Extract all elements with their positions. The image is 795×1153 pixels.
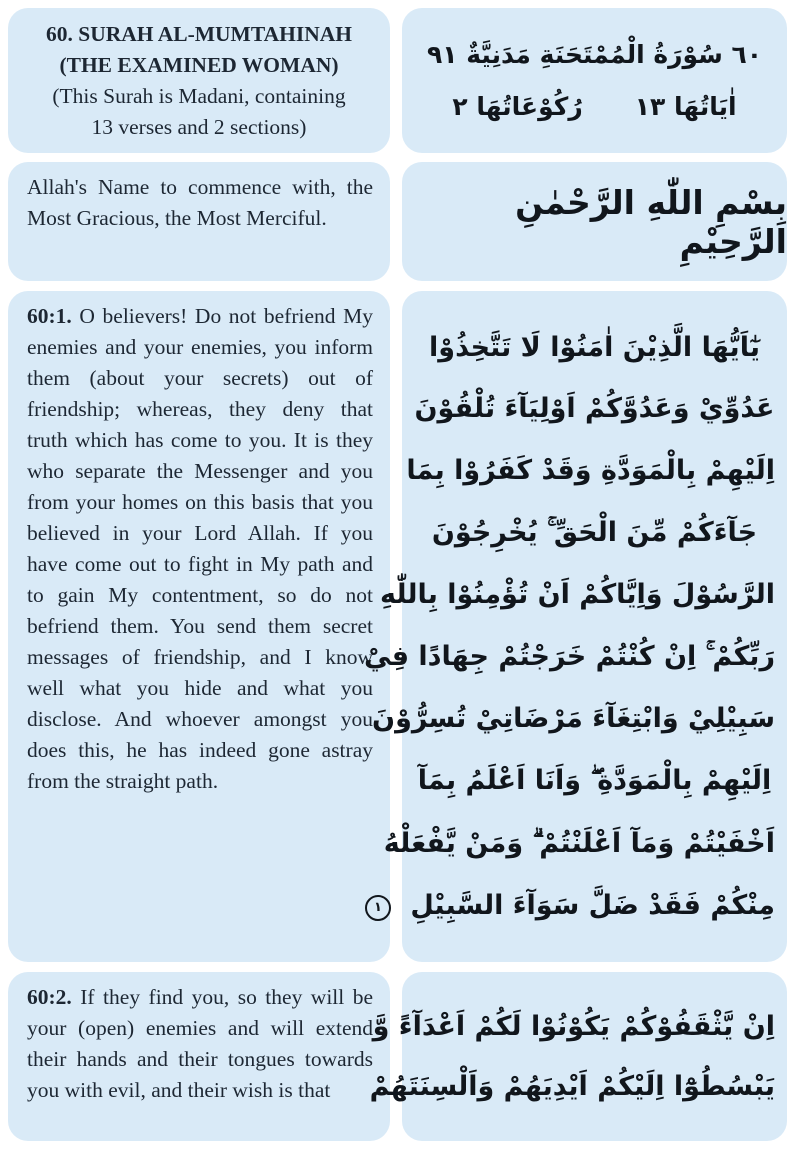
arabic-line: رَبِّكُمْ ۚ اِنْ كُنْتُمْ خَرَجْتُمْ جِهَادًا فِيْ [364, 640, 775, 672]
verse-2-english-panel [8, 972, 390, 1141]
arabic-line: اِلَيْهِمْ بِالْمَوَدَّةِ وَقَدْ كَفَرُوْا بِمَا [406, 454, 775, 486]
arabic-line: يَبْسُطُوْٓا اِلَيْكُمْ اَيْدِيَهُمْ وَاَلْسِنَتَهُمْ [369, 1071, 775, 1102]
surah-subtitle-line-2: 13 verses and 2 sections) [91, 114, 307, 139]
arabic-line: اَخْفَيْتُمْ وَمَآ اَعْلَنْتُمْ ۗ وَمَنْ يَّفْعَلْهُ [383, 827, 775, 859]
verse-2-arabic-panel [369, 972, 787, 1141]
ayah-end-marker: ١ [365, 895, 391, 921]
surah-arabic-title: ٦٠ سُوْرَةُ الْمُمْتَحَنَةِ مَدَنِيَّةٌ ٩١ [426, 40, 763, 70]
surah-arabic-counts [452, 92, 736, 121]
arabic-line: اِلَيْهِمْ بِالْمَوَدَّةِ ۖ وَاَنَا اَعْلَمُ بِمَآ [417, 765, 772, 796]
arabic-line-text: مِنْكُمْ فَقَدْ ضَلَّ سَوَآءَ السَّبِيْلِ [410, 890, 775, 922]
arabic-line: اِنْ يَّثْقَفُوْكُمْ يَكُوْنُوْا لَكُمْ اَعْدَآءً وَّ [372, 1011, 775, 1042]
verse-1-number: 60:1. [27, 304, 72, 328]
arabic-line-last [373, 890, 775, 922]
bismillah-arabic-text: بِسْمِ اللّٰهِ الرَّحْمٰنِ الرَّحِيْمِ [515, 182, 787, 261]
arabic-line: عَدُوِّيْ وَعَدُوَّكُمْ اَوْلِيَآءَ تُلْقُوْنَ [414, 393, 775, 425]
bismillah-arabic-panel [402, 162, 787, 281]
bismillah-english-panel [8, 162, 390, 281]
surah-header-arabic-panel [402, 8, 787, 153]
verse-2-number: 60:2. [27, 985, 72, 1009]
verse-1-english-panel [8, 291, 390, 962]
arabic-line: جَآءَكُمْ مِّنَ الْحَقِّ ۚ يُخْرِجُوْنَ [431, 516, 758, 548]
ayat-count-label: اٰيَاتُهَا ١٣ [634, 91, 737, 121]
arabic-line: الرَّسُوْلَ وَاِيَّاكُمْ اَنْ تُؤْمِنُوْا بِاللّٰهِ [380, 579, 775, 611]
surah-header-english-panel [8, 8, 390, 153]
verse-1-english-text: O believers! Do not befriend My enemies and your enemies, you inform them (about your secrets) out of friendship; whereas, they deny that truth which has come to you. It is they who separate the Messenger and you from your homes on this basis that you believed in your Lord Allah. If you have come out to fight in My path and to gain My contentment, so do not befriend them. You send them secret messages of friendship, and I know well what you hide and what you disclose. And whoever amongst you does this, he has indeed gone astray from the straight path. [27, 304, 373, 793]
surah-title-line-1: 60. SURAH AL-MUMTAHINAH [46, 21, 352, 46]
arabic-line: يٰٓاَيُّهَا الَّذِيْنَ اٰمَنُوْا لَا تَتَّخِذُوْا [429, 331, 760, 363]
ruku-count-label: رُكُوْعَاتُهَا ٢ [452, 91, 583, 121]
verse-2-english-text: If they find you, so they will be your (open) enemies and will extend their hands and their tongues towards you with evil, and their wish is that [27, 985, 373, 1102]
verse-1-arabic-panel [364, 291, 787, 962]
surah-title-line-2: (THE EXAMINED WOMAN) [59, 52, 339, 77]
arabic-line: سَبِيْلِيْ وَابْتِغَآءَ مَرْضَاتِيْ تُسِرُّوْنَ [372, 703, 775, 735]
surah-subtitle-line-1: (This Surah is Madani, containing [52, 83, 346, 108]
bismillah-english-text: Allah's Name to commence with, the Most Gracious, the Most Merciful. [27, 175, 373, 230]
